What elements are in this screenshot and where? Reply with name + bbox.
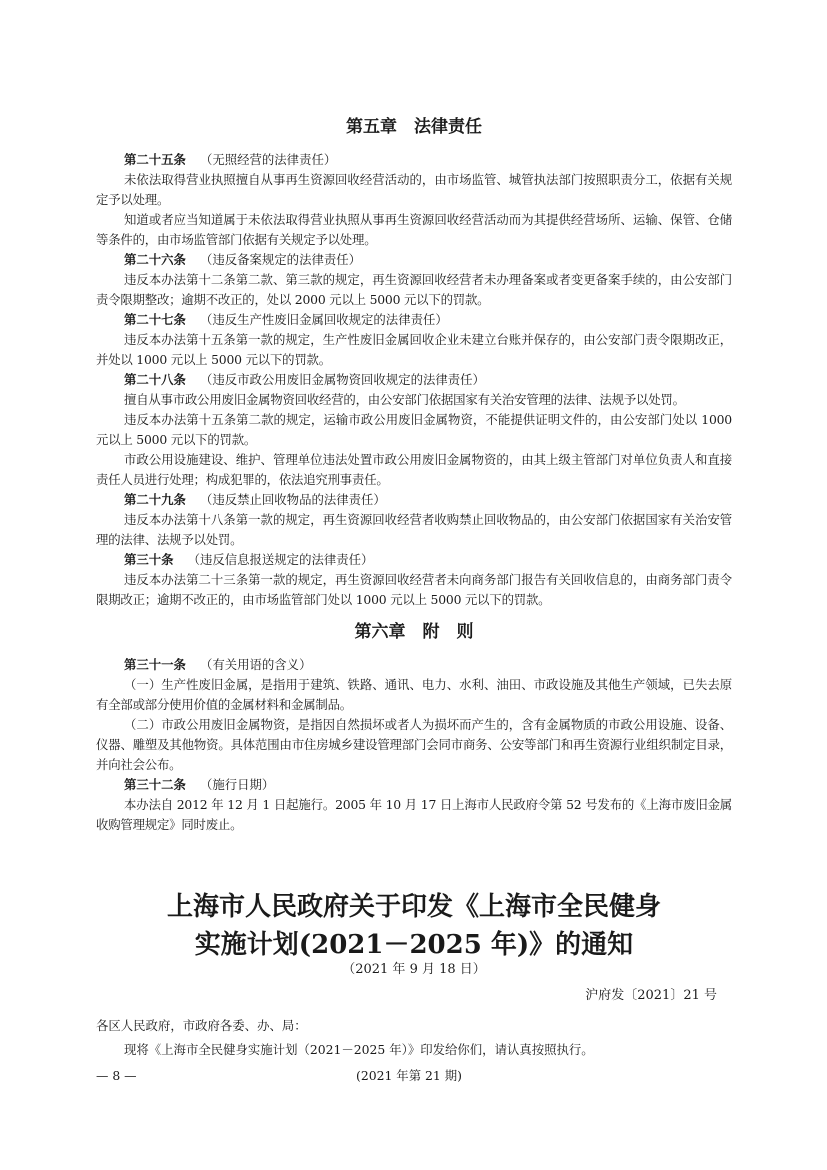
article-28-paragraph-1: 擅自从事市政公用废旧金属物资回收经营的，由公安部门依据国家有关治安管理的法律、法规予以处罚。 [124,392,685,407]
article-29-paragraph-1: 违反本办法第十八条第一款的规定，再生资源回收经营者收购禁止回收物品的，由公安部门依据国家有关治安管理的法律、法规予以处罚。 [96,512,732,547]
notice-body: 现将《上海市全民健身实施计划（2021－2025 年）》印发给你们，请认真按照执行。 [124,1042,594,1057]
article-number: 第二十九条 [124,492,186,507]
notice-date: （2021 年 9 月 18 日） [342,962,486,977]
article-32-heading [96,775,732,795]
article-number: 第二十七条 [124,312,186,327]
article-subtitle: （施行日期） [199,777,275,792]
chapter-5-title: 第五章 法律责任 [346,117,482,137]
article-28-paragraph-2: 违反本办法第十五条第二款的规定，运输市政公用废旧金属物资，不能提供证明文件的，由公安部门处以 1000 元以上 5000 元以下的罚款。 [96,412,732,447]
article-30-paragraph-1: 违反本办法第二十三条第一款的规定，再生资源回收经营者未向商务部门报告有关回收信息的，由商务部门责令限期改正；逾期不改正的，由市场监管部门处以 1000 元以上 5000 元以下的罚款。 [96,572,732,607]
article-subtitle: （违反市政公用废旧金属物资回收规定的法律责任） [199,372,485,387]
chapter-6-title: 第六章 附 则 [354,622,474,642]
article-number: 第二十六条 [124,252,186,267]
document-number: 沪府发〔2021〕21 号 [585,988,717,1003]
issue-label: (2021 年第 21 期) [356,1068,462,1083]
article-32-paragraph-1: 本办法自 2012 年 12 月 1 日起施行。2005 年 10 月 17 日上海市人民政府令第 52 号发布的《上海市废旧金属收购管理规定》同时废止。 [96,797,732,832]
page-number: — 8 — [96,1068,137,1083]
article-28-heading [96,370,732,390]
article-subtitle: （违反信息报送规定的法律责任） [187,552,374,567]
article-subtitle: （无照经营的法律责任） [199,152,337,167]
article-31-paragraph-2: （二）市政公用废旧金属物资，是指因自然损坏或者人为损坏而产生的，含有金属物质的市政公用设施、设备、仪器、雕塑及其他物资。具体范围由市住房城乡建设管理部门会同市商务、公安等部门和再生资源行业组织制定目录，并向社会公布。 [96,717,732,772]
article-26-paragraph-1: 违反本办法第十二条第二款、第三款的规定，再生资源回收经营者未办理备案或者变更备案手续的，由公安部门责令限期整改；逾期不改正的，处以 2000 元以上 5000 元以下的罚款。 [96,272,732,307]
article-25-paragraph-1: 未依法取得营业执照擅自从事再生资源回收经营活动的，由市场监管、城管执法部门按照职责分工，依据有关规定予以处理。 [96,172,732,207]
article-31-paragraph-1: （一）生产性废旧金属，是指用于建筑、铁路、通讯、电力、水利、油田、市政设施及其他生产领域，已失去原有全部或部分使用价值的金属材料和金属制品。 [96,677,732,712]
article-number: 第三十一条 [124,657,186,672]
page-footer [96,1066,732,1086]
article-subtitle: （违反禁止回收物品的法律责任） [199,492,386,507]
article-28-paragraph-3: 市政公用设施建设、维护、管理单位违法处置市政公用废旧金属物资的，由其上级主管部门对单位负责人和直接责任人员进行处理；构成犯罪的，依法追究刑事责任。 [96,452,732,487]
article-29-heading [96,490,732,510]
article-subtitle: （有关用语的含义） [199,657,312,672]
article-27-heading [96,310,732,330]
notice-title-line-2: 实施计划(2021－2025 年)》的通知 [194,930,634,960]
article-subtitle: （违反生产性废旧金属回收规定的法律责任） [199,312,448,327]
article-30-heading [96,550,732,570]
article-subtitle: （违反备案规定的法律责任） [199,252,362,267]
notice-addressee: 各区人民政府，市政府各委、办、局： [96,1018,307,1033]
article-31-heading [96,655,732,675]
article-number: 第二十五条 [124,152,186,167]
article-number: 第三十二条 [124,777,186,792]
document-body [96,116,732,835]
article-number: 第二十八条 [124,372,186,387]
notice-title-line-1: 上海市人民政府关于印发《上海市全民健身 [166,892,661,922]
article-26-heading [96,250,732,270]
article-27-paragraph-1: 违反本办法第十五条第一款的规定，生产性废旧金属回收企业未建立台账并保存的，由公安部门责令限期改正，并处以 1000 元以上 5000 元以下的罚款。 [96,332,732,367]
article-25-heading [96,150,732,170]
notice-title [96,888,732,964]
article-number: 第三十条 [124,552,174,567]
article-25-paragraph-2: 知道或者应当知道属于未依法取得营业执照从事再生资源回收经营活动而为其提供经营场所、运输、保管、仓储等条件的，由市场监管部门依据有关规定予以处理。 [96,212,732,247]
